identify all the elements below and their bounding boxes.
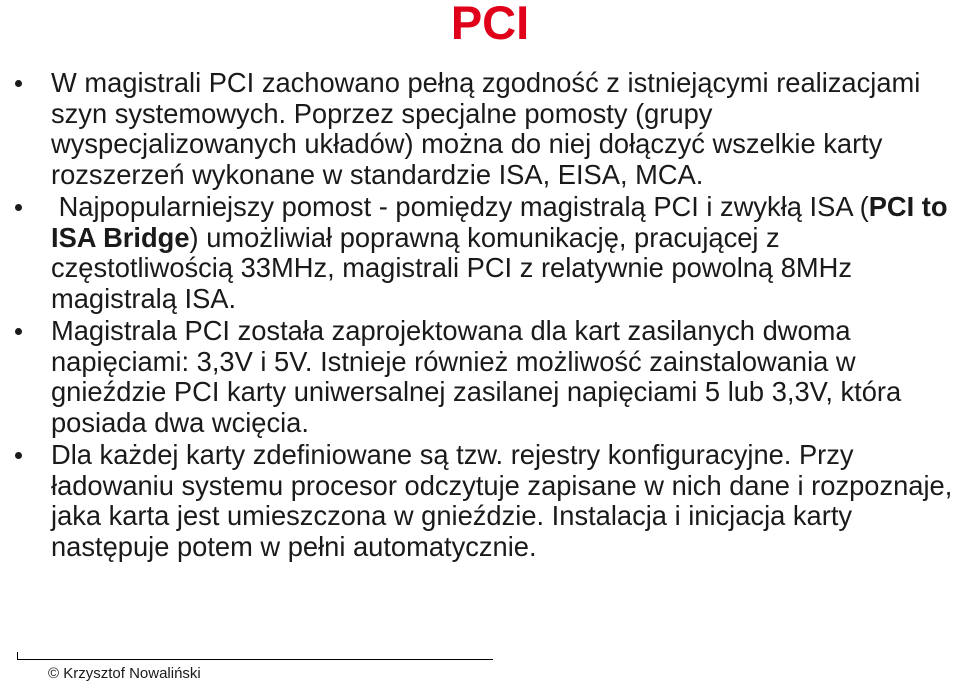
bullet-text: Magistrala PCI została zaprojektowana dla kart zasilanych dwoma napięciami: 3,3V i 5V. Istnieje również możliwość zainstalowania w gnieździe PCI karty uniwersalnej zasilanej napięciami 5 lub 3,3V, która posiada dwa wcięcia. [51, 315, 902, 438]
bullet-text-after: ) umożliwiał poprawną komunikację, pracującej z częstotliwością 33MHz, magistrali PCI z relatywnie powolną 8MHz magistralą ISA. [51, 221, 852, 314]
bullet-dot-icon [15, 452, 22, 459]
bullet-list [0, 68, 960, 564]
bullet-dot-icon [15, 204, 22, 211]
bullet-text-before: Najpopularniejszy pomost - pomiędzy magistralą PCI i zwykłą ISA ( [51, 191, 869, 222]
bullet-dot-icon [15, 80, 22, 87]
bullet-text: W magistrali PCI zachowano pełną zgodność z istniejącymi realizacjami szyn systemowych. Poprzez specjalne pomosty (grupy wyspecjalizowanych układów) można do niej dołączyć wszelkie karty rozszerzeń wykonane w standardzie ISA, EISA, MCA. [51, 67, 921, 190]
footer-divider [17, 659, 493, 660]
footer-copyright: © Krzysztof Nowaliński [48, 665, 201, 682]
bullet-item-1 [0, 68, 960, 190]
bullet-item-4 [0, 440, 960, 562]
slide-title: PCI [450, 0, 530, 49]
bullet-dot-icon [15, 328, 22, 335]
bullet-bold-term: PCI to ISA Bridge [51, 191, 948, 253]
bullet-text: Dla każdej karty zdefiniowane są tzw. rejestry konfiguracyjne. Przy ładowaniu systemu procesor odczytuje zapisane w nich dane i rozpoznaje, jaka karta jest umieszczona w gnieździe. Instalacja i inicjacja karty następuje potem w pełni automatycznie. [51, 439, 953, 562]
bullet-item-3 [0, 316, 960, 438]
bullet-item-2 [0, 192, 960, 314]
